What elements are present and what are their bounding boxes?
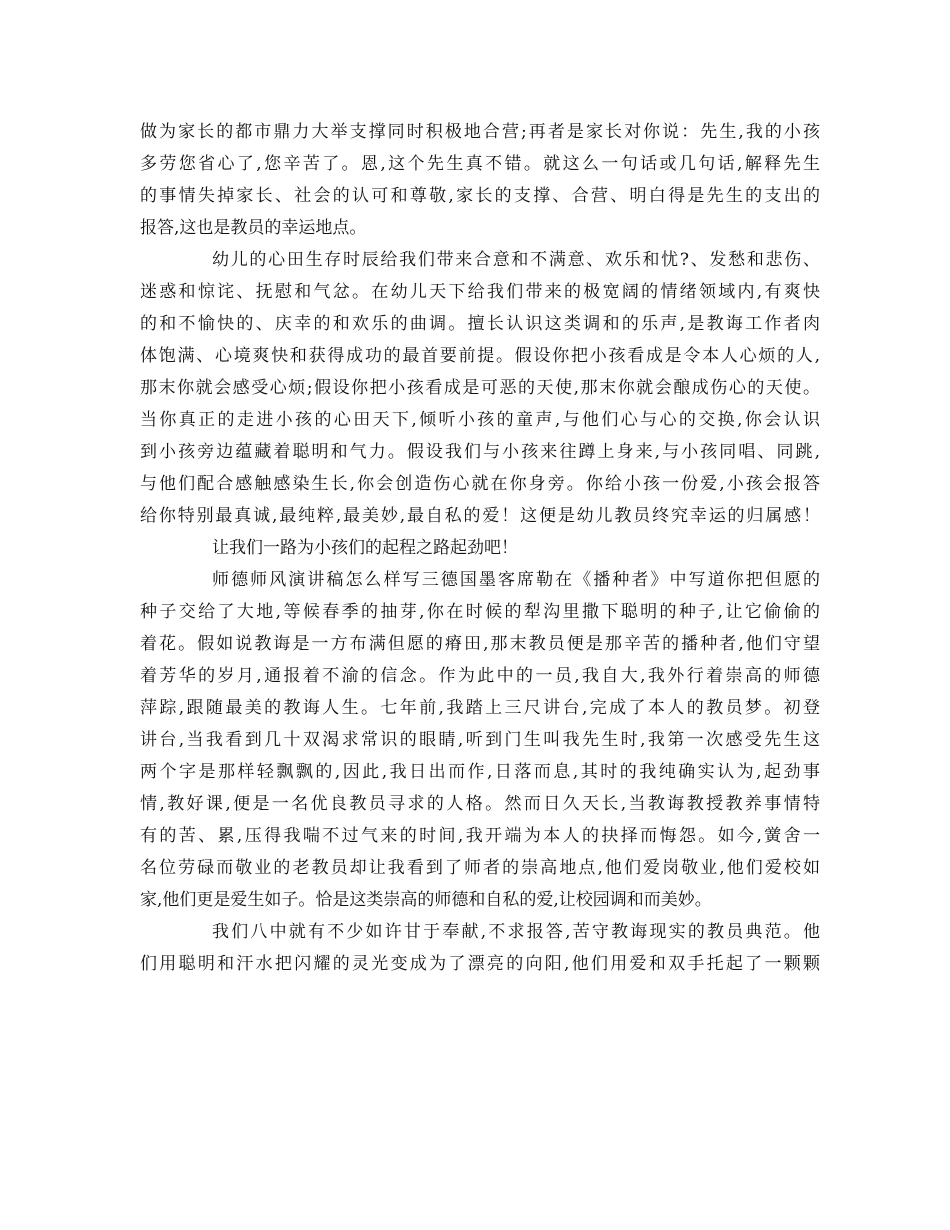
- text-line: 让我们一路为小孩们的起程之路起劲吧！: [212, 538, 518, 558]
- text-line: 家,他们更是爱生如子。恰是这类崇高的师德和自私的爱,让校园调和而美妙。: [140, 890, 712, 910]
- text-line: 着花。假如说教诲是一方布满但愿的瘠田,那末教员便是那辛苦的播种者,他们守望: [140, 634, 820, 654]
- text-line: 情,教好课,便是一名优良教员寻求的人格。然而日久天长,当教诲教授教养事情特: [140, 794, 820, 814]
- text-line: 多劳您省心了,您辛苦了。恩,这个先生真不错。就这么一句话或几句话,解释先生: [140, 154, 820, 174]
- text-line: 着芳华的岁月,通报着不渝的信念。作为此中的一员,我自大,我外行着崇高的师德: [140, 666, 820, 686]
- text-line: 与他们配合感触感染生长,你会创造伤心就在你身旁。你给小孩一份爱,小孩会报答: [140, 474, 820, 494]
- text-line: 名位劳碌而敬业的老教员却让我看到了师者的崇高地点,他们爱岗敬业,他们爱校如: [140, 858, 820, 878]
- text-line: 我们八中就有不少如许甘于奉献,不求报答,苦守教诲现实的教员典范。他: [212, 922, 820, 942]
- text-line: 做为家长的都市鼎力大举支撑同时积极地合营;再者是家长对你说：先生,我的小孩: [140, 122, 820, 142]
- text-line: 的事情失掉家长、社会的认可和尊敬,家长的支撑、合营、明白得是先生的支出的: [140, 186, 820, 206]
- document-body: [140, 116, 820, 980]
- text-line: 的和不愉快的、庆幸的和欢乐的曲调。擅长认识这类调和的乐声,是教诲工作者肉: [140, 314, 820, 334]
- text-line: 当你真正的走进小孩的心田天下,倾听小孩的童声,与他们心与心的交换,你会认识: [140, 410, 820, 430]
- text-line: 报答,这也是教员的幸运地点。: [140, 218, 367, 238]
- text-line: 萍踪,跟随最美的教诲人生。七年前,我踏上三尺讲台,完成了本人的教员梦。初登: [140, 698, 820, 718]
- text-line: 们用聪明和汗水把闪耀的灵光变成为了漂亮的向阳,他们用爱和双手托起了一颗颗: [140, 954, 820, 974]
- text-line: 迷惑和惊诧、抚慰和气忿。在幼儿天下给我们带来的极宽阔的情绪领域内,有爽快: [140, 282, 820, 302]
- text-line: 两个字是那样轻飘飘的,因此,我日出而作,日落而息,其时的我纯确实认为,起劲事: [140, 762, 820, 782]
- text-line: 体饱满、心境爽快和获得成功的最首要前提。假设你把小孩看成是令本人心烦的人,: [140, 346, 820, 366]
- text-line: 讲台,当我看到几十双渴求常识的眼睛,听到门生叫我先生时,我第一次感受先生这: [140, 730, 820, 750]
- text-line: 有的苦、累,压得我喘不过气来的时间,我开端为本人的抉择而悔怨。如今,黉舍一: [140, 826, 820, 846]
- text-line: 师德师风演讲稿怎么样写三德国墨客席勒在《播种者》中写道你把但愿的: [212, 570, 820, 590]
- text-line: 那末你就会感受心烦;假设你把小孩看成是可恶的天使,那末你就会酿成伤心的天使。: [140, 378, 820, 398]
- text-line: 到小孩旁边蕴藏着聪明和气力。假设我们与小孩来往蹲上身来,与小孩同唱、同跳,: [140, 442, 820, 462]
- text-line: 幼儿的心田生存时辰给我们带来合意和不满意、欢乐和忧?、发愁和悲伤、: [212, 250, 820, 270]
- text-line: 种子交给了大地,等候春季的抽芽,你在时候的犁沟里撒下聪明的种子,让它偷偷的: [140, 602, 820, 622]
- text-line: 给你特别最真诚,最纯粹,最美妙,最自私的爱！这便是幼儿教员终究幸运的归属感！: [140, 506, 820, 526]
